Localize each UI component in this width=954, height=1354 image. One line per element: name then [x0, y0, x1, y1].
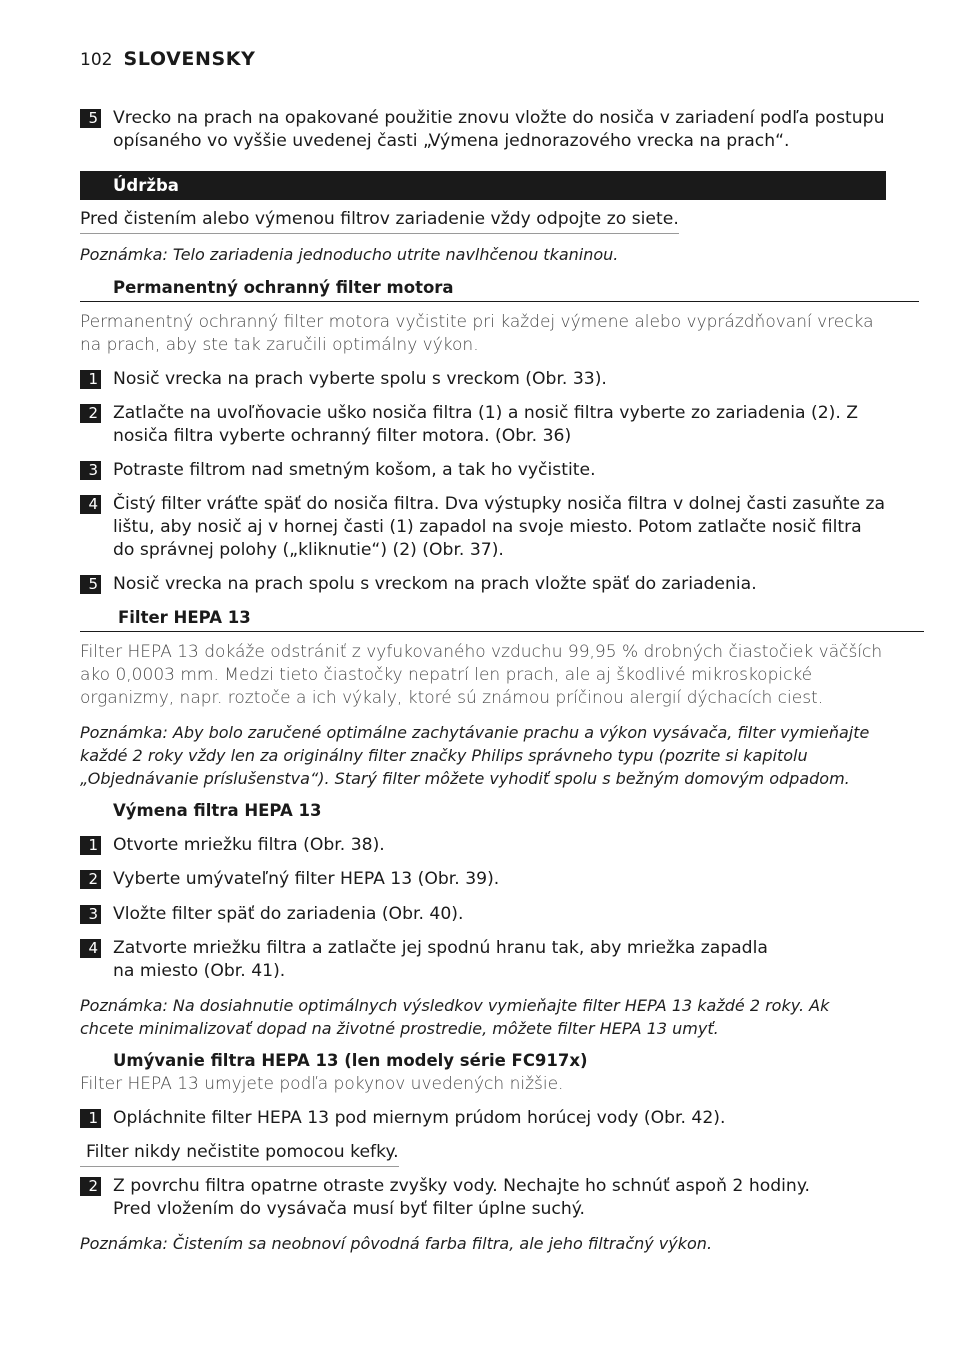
step-number: 1: [80, 370, 101, 389]
subheading-hepa-replace: Výmena filtra HEPA 13: [113, 801, 322, 820]
motor-step-1: [80, 368, 886, 391]
step-text: Vyberte umývateľný filter HEPA 13 (Obr. 39).: [113, 869, 500, 889]
step-number: 2: [80, 870, 101, 889]
step-text: Z povrchu filtra opatrne otraste zvyšky vody. Nechajte ho schnúť aspoň 2 hodiny. Pred vložením do vysávača musí byť filter úplne suchý.: [113, 1176, 810, 1219]
hepa-intro: Filter HEPA 13 dokáže odstrániť z vyfukovaného vzduchu 99,95 % drobných čiastočiek väčších ako 0,0003 mm. Medzi tieto čiastočky nepatrí len prach, ale aj škodlivé mikroskopické organizmy, napr. roztoče a ich výkaly, ktoré sú známou príčinou alergií dýchacích ciest.: [80, 642, 883, 708]
step-number: 3: [80, 905, 101, 924]
step-number: 1: [80, 836, 101, 855]
step-text: Čistý filter vráťte späť do nosiča filtra. Dva výstupky nosiča filtra v dolnej časti zasuňte za lištu, aby nosič aj v hornej časti (1) zapadol na svoje miesto. Potom zatlačte nosič filtra do správnej polohy („kliknutie“) (2) (Obr. 37).: [113, 494, 886, 560]
step-number: 4: [80, 495, 101, 514]
step-number: 4: [80, 939, 101, 958]
step-number: 1: [80, 1109, 101, 1128]
motor-filter-intro: Permanentný ochranný filter motora vyčistite pri každej výmene alebo vyprázdňovaní vrecka na prach, aby ste tak zaručili optimálny výkon.: [80, 312, 874, 355]
motor-step-5: [80, 573, 886, 596]
hepa-wash-step-1: [80, 1107, 886, 1130]
page-number: 102: [80, 50, 113, 70]
language-label: SLOVENSKY: [123, 48, 256, 70]
hepa-note: Poznámka: Aby bolo zaručené optimálne zachytávanie prachu a výkon vysávača, filter vymieňajte každé 2 roky vždy len za originálny filter značky Philips správneho typu (pozrite si kapitolu „Objednávanie príslušenstva“). Starý filter môžete vyhodiť spolu s bežným domovým odpadom.: [80, 723, 870, 788]
hepa-replace-step-1: [80, 834, 886, 857]
step-text: Zatvorte mriežku filtra a zatlačte jej spodnú hranu tak, aby mriežka zapadla na miesto (Obr. 41).: [113, 938, 768, 981]
subheading-motor-filter: Permanentný ochranný filter motora: [80, 277, 919, 302]
hepa-wash-warning-block: [80, 1141, 886, 1167]
section-title-maintenance: Údržba: [80, 171, 886, 200]
subheading-hepa: Filter HEPA 13: [80, 607, 924, 632]
motor-step-4: [80, 493, 886, 562]
step-number: 2: [80, 1177, 101, 1196]
step-text: Zatlačte na uvoľňovacie uško nosiča filtra (1) a nosič filtra vyberte zo zariadenia (2). Z nosiča filtra vyberte ochranný filter motora. (Obr. 36): [113, 403, 859, 446]
step-text: Vložte filter späť do zariadenia (Obr. 40).: [113, 904, 464, 924]
step-number: 5: [80, 575, 101, 594]
step-number: 5: [80, 109, 101, 128]
hepa-replace-note: Poznámka: Na dosiahnutie optimálnych výsledkov vymieňajte filter HEPA 13 každé 2 roky. Ak chcete minimalizovať dopad na životné prostredie, môžete filter HEPA 13 umyť.: [80, 996, 830, 1038]
warning-no-brush: Filter nikdy nečistite pomocou kefky.: [80, 1141, 399, 1167]
hepa-wash-step-2: [80, 1175, 820, 1221]
hepa-wash-note: Poznámka: Čistením sa neobnoví pôvodná farba filtra, ale jeho filtračný výkon.: [80, 1234, 713, 1253]
subheading-hepa-wash: Umývanie filtra HEPA 13 (len modely série FC917x): [113, 1051, 588, 1070]
warning-unplug: Pred čistením alebo výmenou filtrov zariadenie vždy odpojte zo siete.: [80, 208, 679, 234]
step-reinsert-bag: [80, 107, 886, 153]
warning-unplug-block: [80, 208, 886, 234]
step-text: Vrecko na prach na opakované použitie znovu vložte do nosiča v zariadení podľa postupu opísaného vo vyššie uvedenej časti „Výmena jednorazového vrecka na prach“.: [113, 108, 885, 151]
step-text: Potraste filtrom nad smetným košom, a tak ho vyčistite.: [113, 460, 596, 480]
step-text: Opláchnite filter HEPA 13 pod miernym prúdom horúcej vody (Obr. 42).: [113, 1108, 726, 1128]
motor-step-2: [80, 402, 886, 448]
hepa-replace-step-4: [80, 937, 770, 983]
motor-step-3: [80, 459, 886, 482]
page-header: [80, 48, 255, 70]
hepa-replace-step-3: [80, 903, 886, 926]
step-text: Otvorte mriežku filtra (Obr. 38).: [113, 835, 385, 855]
step-text: Nosič vrecka na prach spolu s vreckom na prach vložte späť do zariadenia.: [113, 574, 757, 594]
hepa-wash-intro: Filter HEPA 13 umyjete podľa pokynov uvedených nižšie.: [80, 1074, 564, 1094]
step-text: Nosič vrecka na prach vyberte spolu s vreckom (Obr. 33).: [113, 369, 607, 389]
hepa-replace-step-2: [80, 868, 886, 891]
step-number: 2: [80, 404, 101, 423]
note-wipe: Poznámka: Telo zariadenia jednoducho utrite navlhčenou tkaninou.: [80, 245, 619, 264]
step-number: 3: [80, 461, 101, 480]
